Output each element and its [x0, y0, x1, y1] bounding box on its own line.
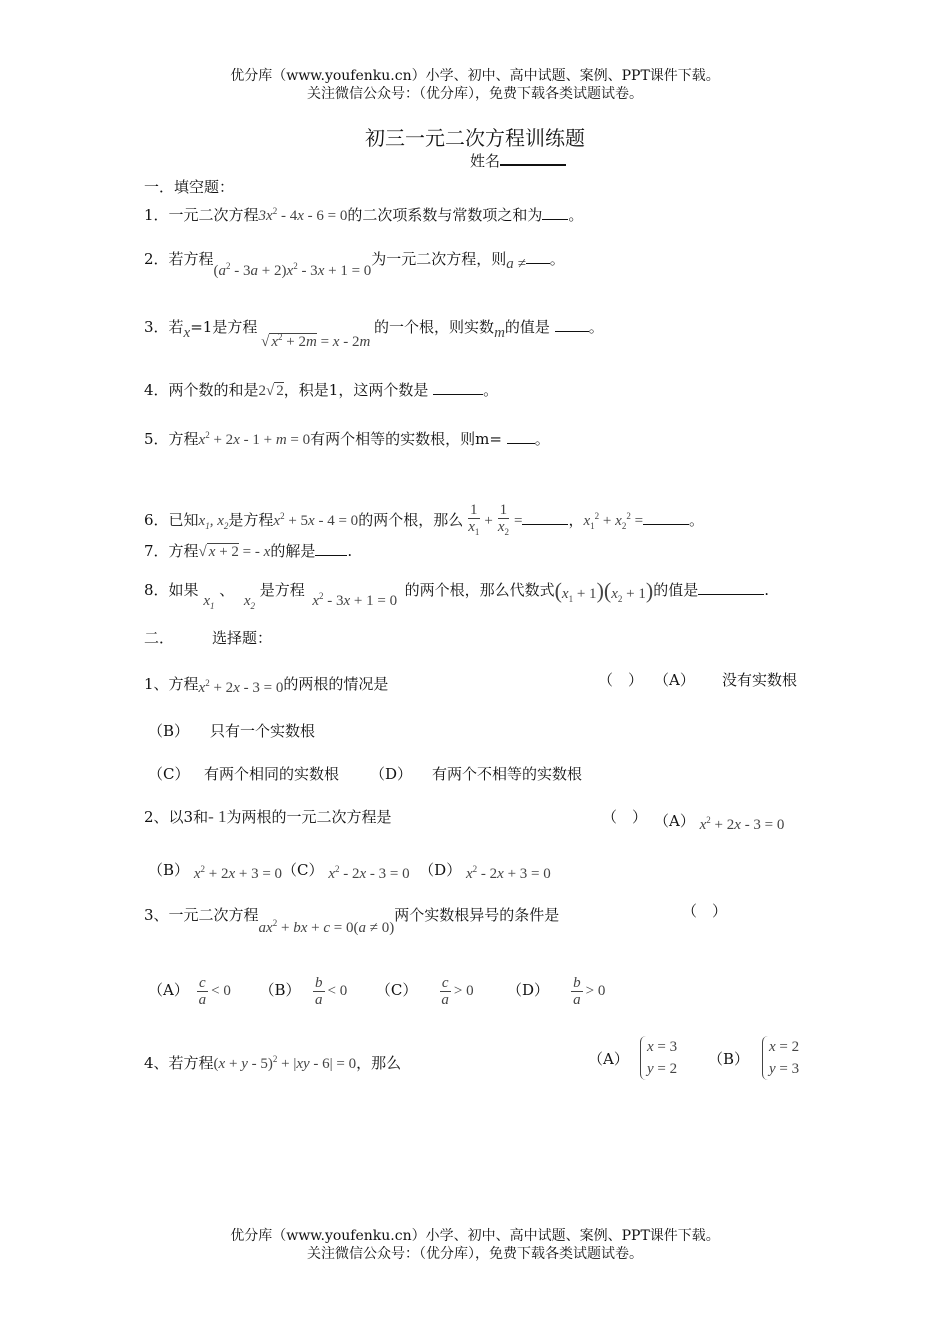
q3-m: m [494, 325, 505, 341]
q6-blank-1 [522, 510, 568, 525]
mc3-option-c-rel: > 0 [453, 983, 474, 999]
mc2-post: 为两根的一元二次方程是 [226, 808, 392, 826]
q1-pre: 1．一元二次方程 [144, 206, 259, 224]
mc2-option-c-label: （C） [282, 861, 324, 879]
name-blank [500, 150, 566, 166]
mc4-option-b-label: （B） [708, 1050, 750, 1068]
name-label: 姓名 [470, 152, 501, 170]
header-line-1: 优分库（www.youfenku.cn）小学、初中、高中试题、案例、PPT课件下载。 [230, 68, 720, 84]
footer-line-1: 优分库（www.youfenku.cn）小学、初中、高中试题、案例、PPT课件下载。 [230, 1228, 720, 1244]
q7-blank [315, 541, 347, 556]
q2-pre: 2．若方程 [144, 250, 214, 268]
mc1-option-d-label: （D） [370, 765, 413, 783]
mc3-equation: $ax^2$ + bx + c = 0(a ≠ 0) [258, 918, 395, 936]
q4-post: ，积是1，这两个数是 [283, 381, 429, 399]
q8-sep: 、 [219, 581, 235, 599]
section-2-heading: 选择题： [212, 629, 273, 647]
q8-blank [698, 580, 764, 595]
q1 [144, 201, 583, 226]
mc1-option-c-label: （C） [148, 765, 190, 783]
mc4-option-b-system: x = 2 y = 3 [762, 1036, 799, 1080]
mc3-option-d-rel: > 0 [585, 983, 606, 999]
q6-mid1: 是方程 [228, 511, 274, 529]
mc4-post: ，那么 [356, 1054, 402, 1072]
q5 [144, 425, 550, 450]
mc1-option-b-text: 只有一个实数根 [210, 722, 316, 740]
mc3-option-a-frac: $\frac{c}{a}$ [198, 974, 207, 1008]
mc4-pre: 4、若方程 [144, 1054, 214, 1072]
q3-post: 的值是 [504, 318, 550, 336]
q1-end: 。 [568, 206, 584, 224]
mc4-stem [144, 1049, 401, 1074]
mc1-option-b-label: （B） [148, 722, 190, 740]
q1-post: 的二次项系数与常数项之和为 [347, 206, 543, 224]
mc3-option-a-rel: < 0 [211, 983, 231, 999]
q6-pre: 6．已知 [144, 511, 199, 529]
q8-pre: 8．如果 [144, 581, 199, 599]
q3-mid1: =1是方程 [190, 318, 258, 336]
q6-sum-squares: $x_1^2 + x_2^2$ = [583, 511, 644, 531]
mc1-equation: $x^2 + 2x - 3 = 0$ [198, 678, 284, 696]
q8-x2: $x_2$ [243, 593, 256, 611]
q1-equation: $3x^2 - 4x - 6 = 0$ [258, 206, 348, 224]
mc3-stem [144, 901, 560, 936]
footer-line-2: 关注微信公众号：（优分库），免费下载各类试题试卷。 [307, 1246, 643, 1262]
q2-blank [526, 249, 550, 264]
q6: 6．已知$x_1$, $x_2$是方程$x^2 + 5x - 4 = 0$的两个根，那么 $\frac{1}{x_1}$ + $\frac{1}{x_2}$ = ，$x_1^2 + x_2^2$ = 。 [144, 494, 704, 548]
mc3-option-a-label: （A） [148, 981, 189, 999]
q7-end: . [347, 542, 353, 560]
mc3-paren: （ ） [682, 902, 728, 920]
mc3-option-b-frac: $\frac{b}{a}$ [315, 974, 323, 1008]
q6-mid2: 的两个根，那么 [358, 511, 464, 529]
q6-end: 。 [689, 511, 705, 529]
q6-sep: ， [568, 511, 584, 529]
mc2-paren: （ ） [602, 808, 648, 826]
mc3-option-d-label: （D） [507, 981, 550, 999]
mc3-post: 两个实数根异号的条件是 [394, 906, 560, 924]
mc1-option-a-label: （A） [654, 671, 695, 689]
mc2-option-b-eq: $x^2 + 2x + 3 = 0$ [193, 864, 283, 882]
q8-post: 的值是 [653, 581, 699, 599]
mc3-option-c-frac: $\frac{c}{a}$ [441, 974, 449, 1008]
q3-equation: √ $x^2 + 2m = x - 2m$ [257, 332, 371, 350]
q6-roots: $x_1$, $x_2$ [198, 513, 229, 531]
mc4-option-a-label: （A） [588, 1050, 629, 1068]
q3-mid2: 的一个根，则实数 [374, 318, 495, 336]
mc2-option-a-eq: $x^2 + 2x - 3 = 0$ [699, 815, 785, 833]
page-title: 初三一元二次方程训练题 [365, 126, 585, 150]
mc1-stem [144, 670, 388, 695]
q6-frac-2: $\frac{1}{x_2}$ [497, 502, 510, 537]
mc2-option-d-label: （D） [419, 861, 462, 879]
q6-equation: $x^2 + 5x - 4 = 0$ [273, 511, 359, 529]
q7-equation: √ x + 2 = - x [198, 544, 271, 560]
q2-a-neq: a ≠ [506, 256, 526, 272]
mc1-option-a-text: 没有实数根 [722, 671, 798, 689]
mc4-equation: $(x + y - 5)^2 + |xy - 6| = 0$ [213, 1054, 357, 1072]
mc1-option-d-text: 有两个不相等的实数根 [432, 765, 583, 783]
header-line-2: 关注微信公众号：（优分库），免费下载各类试题试卷。 [307, 86, 643, 102]
mc3-option-c-label: （C） [375, 981, 418, 999]
q1-blank [542, 205, 568, 220]
mc2-stem [144, 807, 392, 827]
mc1-option-c-text: 有两个相同的实数根 [204, 765, 340, 783]
q8-end: . [764, 581, 769, 599]
mc1-paren: （ ） [598, 671, 644, 689]
section-1-heading: 一．填空题： [144, 178, 235, 196]
mc2-option-b-label: （B） [148, 861, 190, 879]
q8-equation: $x^2 - 3x + 1 = 0$ [312, 591, 405, 609]
q8-mid1: 是方程 [259, 581, 305, 599]
q5-post: 有两个相等的实数根，则m= [310, 430, 502, 448]
q4 [144, 380, 498, 401]
mc3-pre: 3、一元二次方程 [144, 906, 259, 924]
mc2-option-a-label: （A） [654, 812, 695, 830]
q8 [144, 569, 769, 613]
mc3-option-d-frac: $\frac{b}{a}$ [573, 974, 581, 1008]
mc3-options [148, 970, 605, 1011]
mc2-minus-one: - 1 [208, 807, 227, 826]
q3-x: x [183, 325, 191, 341]
q4-pre: 4．两个数的和是 [144, 381, 259, 399]
mc2-option-a [654, 807, 784, 832]
mc3-option-b-rel: < 0 [327, 983, 348, 999]
mc1-pre: 1、方程 [144, 675, 199, 693]
mc2-pre: 2、以3和 [144, 808, 209, 826]
q4-end: 。 [483, 381, 499, 399]
q2-end: 。 [549, 250, 565, 268]
mc1-post: 的两根的情况是 [283, 675, 389, 693]
q2-mid: 为一元二次方程，则 [371, 250, 507, 268]
q5-equation: $x^2 + 2x - 1 + m = 0$ [198, 430, 311, 448]
section-2-heading-num: 二． [144, 629, 175, 647]
q6-frac-1: $\frac{1}{x_1}$ [468, 502, 480, 537]
q3 [144, 313, 604, 350]
q4-blank [433, 380, 483, 395]
q7-pre: 7．方程 [144, 542, 199, 560]
q6-blank-2 [643, 510, 689, 525]
q4-value: 2√ 2 [258, 383, 284, 399]
q3-end: 。 [588, 318, 604, 336]
q2 [144, 245, 565, 279]
mc3-option-b-label: （B） [259, 981, 301, 999]
q5-blank [507, 429, 535, 444]
q5-pre: 5．方程 [144, 430, 199, 448]
mc2-options-bcd [148, 856, 551, 881]
q8-x1: $x_1$ [203, 593, 215, 611]
mc2-option-d-eq: $x^2 - 2x + 3 = 0$ [465, 864, 551, 882]
name-field [470, 150, 566, 171]
q8-expression: $(x_1 + 1)(x_2 + 1)$ [554, 578, 654, 604]
mc2-option-c-eq: $x^2 - 2x - 3 = 0$ [328, 864, 410, 882]
mc4-option-a-system: x = 3 y = 2 [640, 1036, 677, 1080]
q3-pre: 3．若 [144, 318, 184, 336]
q7-post: 的解是 [270, 542, 316, 560]
q2-equation: $(a^2 - 3a + 2)x^2 - 3x + 1 = 0$ [213, 261, 372, 279]
q8-mid2: 的两个根，那么代数式 [404, 581, 555, 599]
q7 [144, 541, 352, 562]
q3-blank [555, 317, 589, 332]
q5-end: 。 [534, 430, 550, 448]
